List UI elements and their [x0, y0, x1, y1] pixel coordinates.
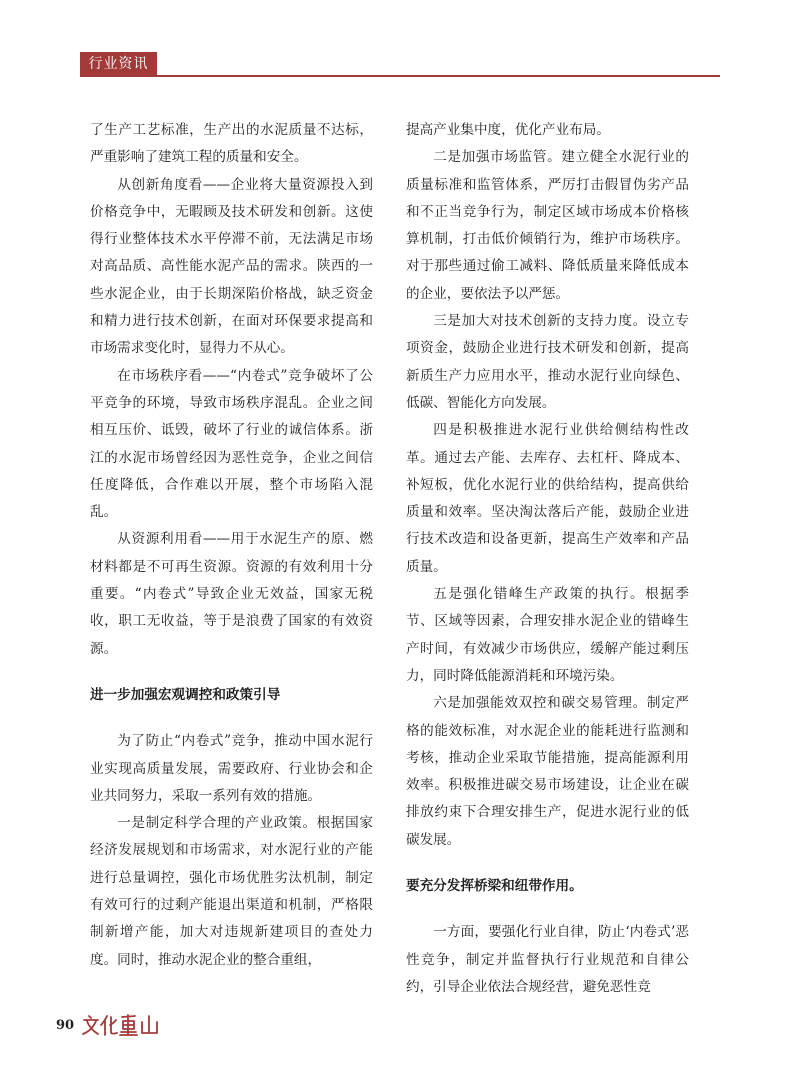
section-tag: 行业资讯	[80, 52, 157, 77]
spacer	[406, 854, 689, 873]
page-number: 90	[56, 1018, 75, 1033]
spacer	[90, 709, 373, 728]
paragraph-policy-1: 一是制定科学合理的产业政策。根据国家经济发展规划和市场需求，对水泥行业的产能进行总量调控，强化市场优胜劣汰机制，制定有效可行的过剩产能退出渠道和机制，严格限制新增产能，加大对违规新建项目的查处力度。同时，推动水泥企业的整合重组，	[90, 815, 373, 968]
paragraph-resources: 从资源利用看——用于水泥生产的原、燃材料都是不可再生资源。资源的有效利用十分重要。“内卷式”导致企业无效益，国家无税收，职工无收益，等于是浪费了国家的有效资源。	[90, 531, 373, 657]
header-rule	[80, 75, 720, 77]
section-heading: 进一步加强宏观调控和政策引导	[90, 686, 281, 703]
paragraph-market-order: 在市场秩序看——“内卷式”竞争破坏了公平竞争的环境，导致市场秩序混乱。企业之间相互压价、诋毁，破坏了行业的诚信体系。浙江的水泥市场曾经因为恶性竞争，企业之间信任度降低，合作难以开展，整个市场陷入混乱。	[90, 367, 373, 521]
left-column	[90, 117, 373, 974]
paragraph-continuation: 了生产工艺标准，生产出的水泥质量不达标，严重影响了建筑工程的质量和安全。	[90, 122, 373, 166]
paragraph-policy-6: 六是加强能效双控和碳交易管理。制定严格的能效标准，对水泥企业的能耗进行监测和考核，推动企业采取节能措施，提高能源利用效率。积极推进碳交易市场建设，让企业在碳排放约束下合理安排生产，促进水泥行业的低碳发展。	[406, 695, 689, 848]
spacer	[406, 900, 689, 919]
paragraph-policy-4: 四是积极推进水泥行业供给侧结构性改革。通过去产能、去库存、去杠杆、降成本、补短板，优化水泥行业的供给结构，提高供给质量和效率。坚决淘汰落后产能，鼓励企业进行技术改造和设备更新，提高生产效率和产品质量。	[406, 422, 689, 575]
paragraph-policy-2: 二是加强市场监管。建立健全水泥行业的质量标准和监管体系，严厉打击假冒伪劣产品和不正当竞争行为，制定区域市场成本价格核算机制，打击低价倾销行为，维护市场秩序。对于那些通过偷工减料、降低质量来降低成本的企业，要依法予以严惩。	[406, 149, 689, 302]
paragraph-intro: 为了防止“内卷式”竞争，推动中国水泥行业实现高质量发展，需要政府、行业协会和企业共同努力，采取一系列有效的措施。	[90, 733, 373, 804]
spacer	[90, 663, 373, 682]
brand-logo	[81, 1012, 161, 1038]
paragraph-self-discipline: 一方面，要强化行业自律，防止‘内卷式’恶性竞争，制定并监督执行行业规范和自律公约，引导企业依法合规经营，避免恶性竞	[406, 924, 689, 995]
paragraph-continuation: 提高产业集中度，优化产业布局。	[406, 122, 610, 138]
section-heading: 要充分发挥桥梁和纽带作用。	[406, 878, 583, 895]
paragraph-innovation: 从创新角度看——企业将大量资源投入到价格竞争中，无暇顾及技术研发和创新。这使得行业整体技术水平停滞不前，无法满足市场对高品质、高性能水泥产品的需求。陕西的一些水泥企业，由于长期深陷价格战，缺乏资金和精力进行技术创新，在面对环保要求提高和市场需求变化时，显得力不从心。	[90, 176, 373, 357]
paragraph-policy-5: 五是强化错峰生产政策的执行。根据季节、区域等因素，合理安排水泥企业的错峰生产时间，有效减少市场供应，缓解产能过剩压力，同时降低能源消耗和环境污染。	[406, 586, 689, 684]
right-column	[406, 117, 689, 1001]
paragraph-policy-3: 三是加大对技术创新的支持力度。设立专项资金，鼓励企业进行技术研发和创新，提高新质生产力应用水平，推动水泥行业向绿色、低碳、智能化方向发展。	[406, 313, 689, 411]
